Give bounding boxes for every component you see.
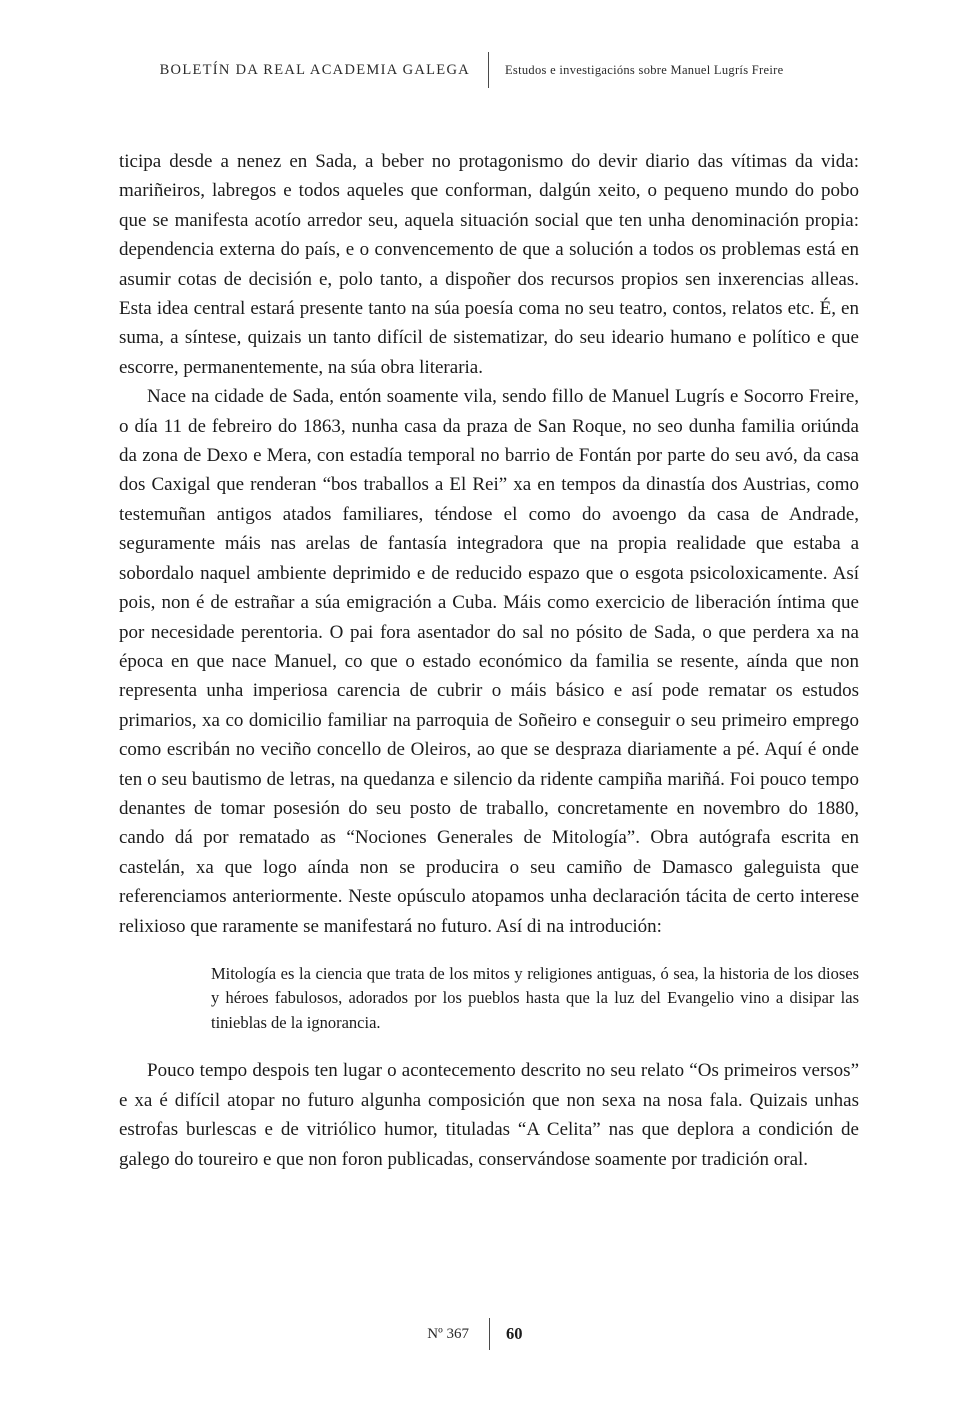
page-number: 60: [506, 1324, 523, 1343]
article-title: Estudos e investigacións sobre Manuel Lugrís Freire: [505, 62, 784, 77]
article-body: [119, 147, 859, 1174]
block-quote: Mitología es la ciencia que trata de los mitos y religiones antiguas, ó sea, la historia de los dioses y héroes fabulosos, adorados por los pueblos hasta que la luz del Evangelio vino a disipar las tinieblas de la ignorancia.: [211, 963, 859, 1032]
issue-number: Nº 367: [427, 1325, 469, 1342]
body-paragraph: Nace na cidade de Sada, entón soamente vila, sendo fillo de Manuel Lugrís e Socorro Freire, o día 11 de febreiro do 1863, nunha casa da praza de San Roque, no seo dunha familia oriúnda da zona de Dexo e Mera, con estadía temporal no barrio de Fontán por parte do seu avó, da casa dos Caxigal que renderan “bos traballos a El Rei” xa en tempos da dinastía dos Austrias, como testemuñan antigos atados familiares, téndose el como do avoengo da casa de Andrade, seguramente máis nas arelas de fantasía integradora que na propia realidade que estaba a sobordalo naquel ambiente deprimido e de reducido espazo que o esgota psicoloxicamente. Así pois, non é de estrañar a súa emigración a Cuba. Máis como exercicio de liberación íntima que por necesidade perentoria. O pai fora asentador do sal no pósito de Sada, o que perdera xa na época en que nace Manuel, co que o estado económico da familia se resente, aínda que non representa unha imperiosa carencia de cubrir o máis básico e así pode rematar os estudos primarios, xa co domicilio familiar na parroquia de Soñeiro e conseguir o seu primeiro emprego como escribán no veciño concello de Oleiros, ao que se despraza diariamente a pé. Aquí é onde ten o seu bautismo de letras, na quedanza e silencio da ridente campiña mariñá. Foi pouco tempo denantes de tomar posesión do seu posto de traballo, concretamente en novembro do 1880, cando dá por rematado as “Nociones Generales de Mitología”. Obra autógrafa escrita en castelán, xa que logo aínda non se producira o seu camiño de Damasco galeguista que referenciamos anteriormente. Neste opúsculo atopamos unha declaración tácita de certo interese relixioso que raramente se manifestará no futuro. Así di na introdución:: [119, 386, 859, 937]
journal-title: BOLETÍN DA REAL ACADEMIA GALEGA: [159, 61, 470, 78]
body-paragraph: ticipa desde a nenez en Sada, a beber no protagonismo do devir diario das vítimas da vida: mariñeiros, labregos e todos aqueles que conforman, dalgún xeito, o pequeno mundo do pobo que se manifesta acotío arredor seu, aquela situación social que ten unha denominación propia: dependencia externa do país, e o convencemento de que a solución a todos os problemas está en asumir cotas de decisión e, polo tanto, a dispoñer dos recursos propios sen inxerencias alleas. Esta idea central estará presente tanto na súa poesía coma no seu teatro, contos, relatos etc. É, en suma, a síntese, quizais un tanto difícil de sistematizar, do seu ideario humano e político e que escorre, permanentemente, na súa obra literaria.: [119, 151, 859, 378]
page-footer: [0, 1318, 975, 1350]
page-header: [0, 52, 975, 88]
body-paragraph: Pouco tempo despois ten lugar o acontecemento descrito no seu relato “Os primeiros versos” e xa é difícil atopar no futuro algunha composición que non sexa na nosa fala. Quizais unhas estrofas burlescas e de vitriólico humor, tituladas “A Celita” nas que deplora a condición de galego do toureiro e que non foron publicadas, conservándose soamente por tradición oral.: [119, 1060, 859, 1170]
